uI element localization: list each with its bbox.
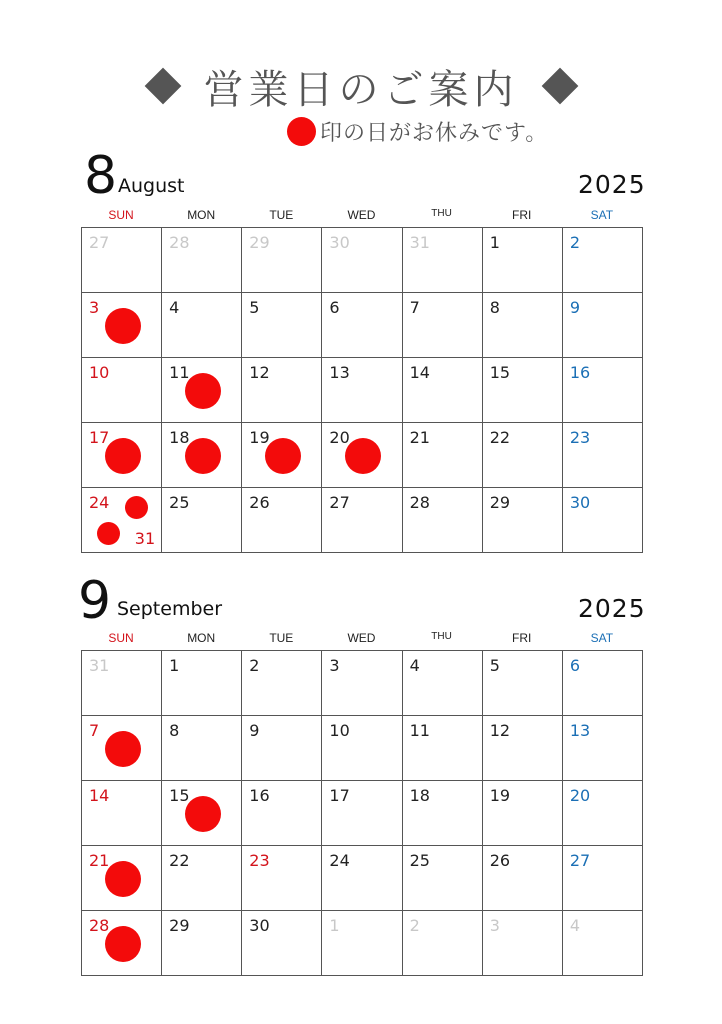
calendar-cell: [242, 651, 322, 716]
calendar-cell: [322, 651, 402, 716]
calendar-cell: [483, 488, 563, 553]
day-number: 2: [409, 916, 420, 935]
weekday-wed: WED: [347, 208, 376, 222]
weekday-fri: FRI: [512, 631, 532, 645]
calendar-cell: [322, 781, 402, 846]
diamond-icon-right: [541, 68, 578, 105]
day-number: 1: [329, 916, 340, 935]
closed-day-dot-icon: [185, 796, 221, 832]
calendar-cell: [162, 846, 242, 911]
calendar-cell: [162, 423, 242, 488]
day-number: 30: [569, 493, 591, 512]
calendar-cell: [403, 846, 483, 911]
day-number: 5: [249, 298, 260, 317]
day-number: 20: [569, 786, 591, 805]
day-number: 20: [329, 428, 350, 447]
weekday-mon: MON: [187, 631, 216, 645]
day-number: 12: [249, 363, 270, 382]
calendar-cell: [403, 488, 483, 553]
day-number: 13: [569, 721, 591, 740]
calendar-cell: [322, 293, 402, 358]
calendar-cell: [82, 846, 162, 911]
day-number: 7: [409, 298, 420, 317]
day-number: 23: [569, 428, 591, 447]
day-number: 8: [169, 721, 180, 740]
closed-day-dot-icon: [105, 861, 141, 897]
day-number: 28: [409, 493, 430, 512]
closed-day-dot-icon: [105, 731, 141, 767]
calendar-cell: [563, 358, 643, 423]
closed-day-dot-icon: [105, 438, 141, 474]
calendar-cell: [483, 423, 563, 488]
calendar-cell: [82, 911, 162, 976]
closed-day-dot-icon: [105, 308, 141, 344]
calendar-cell: [162, 488, 242, 553]
day-number: 17: [89, 428, 110, 447]
calendar-cell: [563, 781, 643, 846]
calendar-cell: [82, 423, 162, 488]
page-header: [0, 58, 722, 114]
day-number: 18: [169, 428, 190, 447]
day-number: 30: [329, 233, 350, 252]
day-number: 27: [569, 851, 591, 870]
calendar-cell: [242, 911, 322, 976]
calendar-cell: [322, 488, 402, 553]
day-number: 2: [249, 656, 260, 675]
day-number: 15: [169, 786, 190, 805]
year-label: 2025: [578, 594, 646, 623]
day-number: 1: [489, 233, 500, 252]
weekday-tue: TUE: [269, 631, 294, 645]
calendar-cell: [322, 423, 402, 488]
calendar-cell: [242, 423, 322, 488]
calendar-cell: [563, 846, 643, 911]
day-number: 4: [409, 656, 420, 675]
calendar-cell: [82, 651, 162, 716]
month-name: August: [118, 175, 185, 197]
day-number: 28: [89, 916, 110, 935]
day-number: 4: [169, 298, 180, 317]
calendar-cell: [483, 846, 563, 911]
calendar-cell: [242, 846, 322, 911]
day-number: 27: [329, 493, 350, 512]
calendar-cell: [82, 358, 162, 423]
calendar-cell: [403, 716, 483, 781]
day-number: 6: [329, 298, 340, 317]
day-number: 2: [569, 233, 581, 252]
day-number: 24: [89, 493, 110, 512]
day-number: 21: [409, 428, 430, 447]
calendar-cell: [483, 781, 563, 846]
day-number: 15: [489, 363, 511, 382]
calendar-cell: [162, 781, 242, 846]
day-number: 17: [329, 786, 350, 805]
calendar-cell: [162, 651, 242, 716]
day-number: 25: [169, 493, 190, 512]
weekday-wed: WED: [347, 631, 376, 645]
weekday-sun: SUN: [108, 631, 134, 645]
weekday-sat: SAT: [590, 631, 614, 645]
calendar-cell: [322, 911, 402, 976]
calendar-cell: [322, 716, 402, 781]
day-number: 1: [169, 656, 180, 675]
calendar-cell: [162, 228, 242, 293]
closed-day-dot-icon: [125, 496, 148, 519]
closed-day-dot-icon: [105, 926, 141, 962]
day-number: 13: [329, 363, 350, 382]
day-number: 12: [489, 721, 511, 740]
calendar-cell: [82, 781, 162, 846]
calendar-cell: [483, 228, 563, 293]
weekday-sat: SAT: [590, 208, 614, 222]
calendar-cell: [322, 846, 402, 911]
weekday-thu: THU: [431, 631, 452, 642]
calendar-cell: [82, 488, 162, 553]
day-number: 7: [89, 721, 100, 740]
month-number: 8: [84, 146, 118, 206]
calendar-cell: [403, 228, 483, 293]
day-number: 29: [249, 233, 270, 252]
day-number: 21: [89, 851, 110, 870]
day-number: 18: [409, 786, 430, 805]
closed-day-dot-icon: [185, 373, 221, 409]
calendar-cell: [403, 423, 483, 488]
day-number: 11: [409, 721, 430, 740]
closed-day-dot-icon: [265, 438, 301, 474]
calendar-grid-september: [81, 650, 643, 976]
day-number: 10: [329, 721, 350, 740]
calendar-cell: [563, 651, 643, 716]
weekday-header: [81, 208, 642, 224]
day-number: 9: [569, 298, 581, 317]
calendar-cell: [403, 358, 483, 423]
weekday-thu: THU: [431, 208, 452, 219]
day-number: 11: [169, 363, 190, 382]
day-number: 28: [169, 233, 190, 252]
calendar-cell: [322, 358, 402, 423]
day-number: 25: [409, 851, 430, 870]
day-number: 14: [409, 363, 430, 382]
day-number: 16: [569, 363, 591, 382]
calendar-cell: [403, 651, 483, 716]
calendar-cell: [563, 423, 643, 488]
weekday-sun: SUN: [108, 208, 134, 222]
day-number: 5: [489, 656, 500, 675]
calendar-cell: [563, 911, 643, 976]
diamond-icon-left: [144, 68, 181, 105]
calendar-cell: [242, 488, 322, 553]
day-number: 22: [489, 428, 511, 447]
day-number: 30: [249, 916, 270, 935]
calendar-cell: [82, 293, 162, 358]
day-number: 29: [489, 493, 511, 512]
calendar-cell: [483, 911, 563, 976]
day-number: 4: [569, 916, 581, 935]
calendar-cell: [162, 911, 242, 976]
calendar-cell: [563, 488, 643, 553]
closed-day-dot-icon: [345, 438, 381, 474]
day-number: 6: [569, 656, 581, 675]
calendar-cell: [563, 228, 643, 293]
day-number: 9: [249, 721, 260, 740]
calendar-cell: [563, 716, 643, 781]
day-number: 26: [249, 493, 270, 512]
calendar-cell: [242, 716, 322, 781]
calendar-grid-august: [81, 227, 643, 553]
day-number: 29: [169, 916, 190, 935]
calendar-cell: [483, 716, 563, 781]
day-number: 31: [409, 233, 430, 252]
day-number: 10: [89, 363, 110, 382]
red-dot-icon: [287, 117, 316, 146]
calendar-cell: [563, 293, 643, 358]
calendar-cell: [403, 293, 483, 358]
closed-day-dot-icon: [185, 438, 221, 474]
day-number: 8: [489, 298, 500, 317]
calendar-cell: [242, 358, 322, 423]
day-number: 24: [329, 851, 350, 870]
calendar-cell: [82, 716, 162, 781]
calendar-cell: [242, 228, 322, 293]
year-label: 2025: [578, 170, 646, 199]
weekday-mon: MON: [187, 208, 216, 222]
legend-text: 印の日がお休みです。: [320, 120, 549, 146]
day-number: 31: [134, 529, 156, 548]
calendar-cell: [403, 781, 483, 846]
month-number: 9: [78, 571, 112, 631]
month-name: September: [117, 598, 223, 620]
calendar-cell: [483, 651, 563, 716]
weekday-fri: FRI: [512, 208, 532, 222]
day-number: 3: [89, 298, 100, 317]
calendar-cell: [483, 293, 563, 358]
calendar-cell: [82, 228, 162, 293]
day-number: 23: [249, 851, 270, 870]
day-number: 3: [489, 916, 500, 935]
day-number: 31: [89, 656, 110, 675]
day-number: 14: [89, 786, 110, 805]
legend-note: [287, 115, 548, 147]
calendar-cell: [162, 716, 242, 781]
page-title: 営業日のご案内: [203, 66, 519, 113]
weekday-tue: TUE: [269, 208, 294, 222]
weekday-header: [81, 631, 642, 647]
calendar-cell: [162, 358, 242, 423]
day-number: 22: [169, 851, 190, 870]
day-number: 27: [89, 233, 110, 252]
day-number: 3: [329, 656, 340, 675]
calendar-cell: [403, 911, 483, 976]
calendar-cell: [162, 293, 242, 358]
calendar-cell: [322, 228, 402, 293]
day-number: 26: [489, 851, 511, 870]
day-number: 19: [249, 428, 270, 447]
calendar-cell: [242, 781, 322, 846]
day-number: 16: [249, 786, 270, 805]
closed-day-dot-icon: [97, 522, 120, 545]
calendar-cell: [483, 358, 563, 423]
calendar-cell: [242, 293, 322, 358]
day-number: 19: [489, 786, 511, 805]
